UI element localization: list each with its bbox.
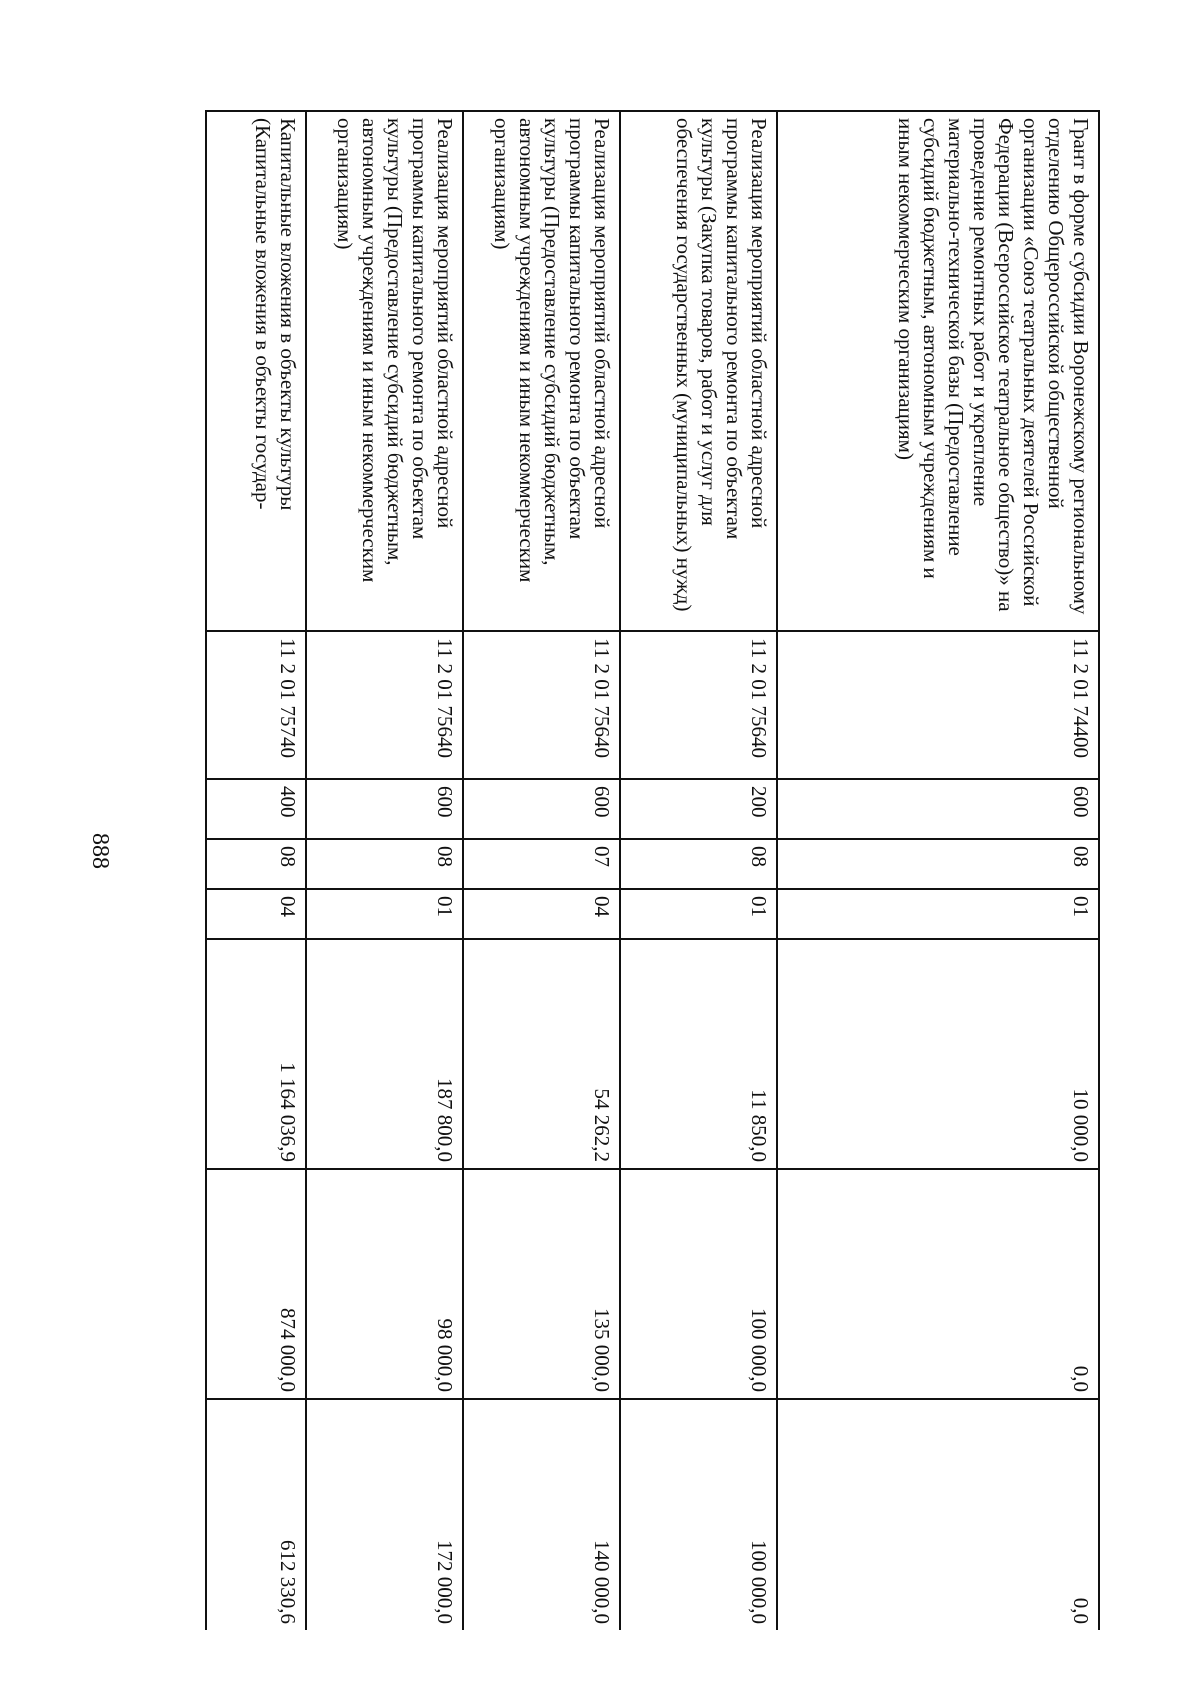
budget-table (205, 110, 1100, 1630)
row-amount-year3: 612 330,6 (206, 1399, 306, 1630)
row-expense-type: 200 (620, 779, 777, 839)
row-name: Реализация мероприятий областной адресной программы капитального ремонта по объектам культуры (Предоставление субсидий бюджетным, автономным учреждениям и иным некоммерческим организациям) (463, 111, 620, 631)
table-row (463, 111, 620, 1630)
row-amount-year2: 98 000,0 (306, 1169, 463, 1399)
row-section: 08 (777, 839, 1099, 889)
row-amount-year3: 0,0 (777, 1399, 1099, 1630)
row-target-code: 11 2 01 75640 (306, 631, 463, 779)
budget-table-container (200, 110, 1100, 1630)
table-row (777, 111, 1099, 1630)
row-target-code: 11 2 01 75640 (620, 631, 777, 779)
row-subsection: 04 (206, 889, 306, 939)
row-name: Реализация мероприятий областной адресной программы капитального ремонта по объектам культуры (Закупка товаров, работ и услуг для обеспечения государственных (муниципальных) нужд) (620, 111, 777, 631)
row-amount-year1: 187 800,0 (306, 939, 463, 1169)
row-amount-year2: 100 000,0 (620, 1169, 777, 1399)
row-amount-year1: 54 262,2 (463, 939, 620, 1169)
row-name: Реализация мероприятий областной адресной программы капитального ремонта по объектам культуры (Предоставление субсидий бюджетным, автономным учреждениям и иным некоммерческим организациям) (306, 111, 463, 631)
row-amount-year2: 874 000,0 (206, 1169, 306, 1399)
row-amount-year3: 100 000,0 (620, 1399, 777, 1630)
table-row (206, 111, 306, 1630)
table-row (620, 111, 777, 1630)
row-target-code: 11 2 01 74400 (777, 631, 1099, 779)
row-expense-type: 600 (463, 779, 620, 839)
row-expense-type: 400 (206, 779, 306, 839)
row-subsection: 01 (620, 889, 777, 939)
table-row (306, 111, 463, 1630)
row-name: Капитальные вложения в объекты культуры (Капитальные вложения в объекты государ- (206, 111, 306, 631)
row-amount-year2: 0,0 (777, 1169, 1099, 1399)
row-section: 08 (206, 839, 306, 889)
row-section: 08 (306, 839, 463, 889)
row-subsection: 01 (777, 889, 1099, 939)
budget-table-rotated (200, 110, 1100, 1630)
page-number: 888 (87, 833, 113, 869)
row-expense-type: 600 (777, 779, 1099, 839)
row-section: 08 (620, 839, 777, 889)
row-amount-year3: 140 000,0 (463, 1399, 620, 1630)
row-amount-year1: 10 000,0 (777, 939, 1099, 1169)
row-amount-year3: 172 000,0 (306, 1399, 463, 1630)
row-expense-type: 600 (306, 779, 463, 839)
row-target-code: 11 2 01 75640 (463, 631, 620, 779)
row-subsection: 01 (306, 889, 463, 939)
row-section: 07 (463, 839, 620, 889)
row-amount-year2: 135 000,0 (463, 1169, 620, 1399)
row-name: Грант в форме субсидии Воронежскому региональному отделению Общероссийской общественной организации «Союз театральных деятелей Российской Федерации (Всероссийское театральное общество)» на проведение ремонтных работ и укрепление материально-технической базы (Предоставление субсидий бюджетным, автономным учреждениям и иным некоммерческим организациям) (777, 111, 1099, 631)
row-amount-year1: 1 164 036,9 (206, 939, 306, 1169)
row-target-code: 11 2 01 75740 (206, 631, 306, 779)
row-amount-year1: 11 850,0 (620, 939, 777, 1169)
row-subsection: 04 (463, 889, 620, 939)
